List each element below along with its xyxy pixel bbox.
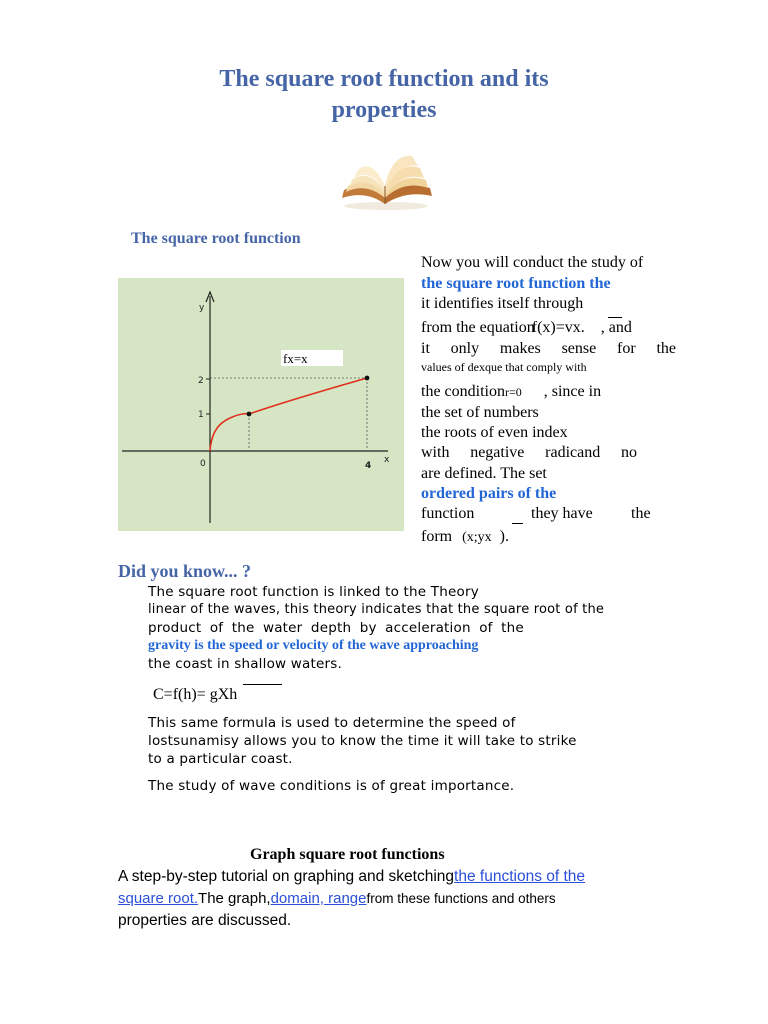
right-line-10: with negative radicand no [421,444,637,461]
did-line-4-highlight: gravity is the speed or velocity of the wave approaching [148,638,479,653]
right-line-6: values of dexque that comply with [421,360,587,374]
section-heading-square-root: The square root function [131,230,301,247]
link-domain-range[interactable]: domain, range [270,890,367,907]
did-line-2: linear of the waves, this theory indicates that the square root of the [148,602,605,617]
did-line-6: This same formula is used to determine the speed of [148,715,516,731]
link-functions-square-root[interactable]: the functions of the [454,868,586,885]
right-line-8: the set of numbers [421,404,539,421]
right-line-4: from the equationf(x)=vx. , and [421,319,632,336]
title-line-2: properties [331,97,437,123]
graph-functions-heading: Graph square root functions [250,846,445,863]
did-line-7: lostsunamisy allows you to know the time it will take to strike [148,733,577,749]
y-axis-label: y [199,303,205,313]
did-line-1: The square root function is linked to the Theory [148,584,479,600]
curve-label: fx=x [283,351,308,366]
link-square-root[interactable]: square root. [118,890,199,907]
right-line-7: the conditionr=0 , since in [421,383,602,400]
right-line-13: function they have the [421,505,651,522]
x-axis-label: x [384,455,390,465]
wave-speed-formula: C=f(h)= gXh [153,686,238,703]
did-line-5: the coast in shallow waters. [148,656,342,672]
right-line-2-highlight: the square root function the [421,275,611,292]
tutorial-line-3: properties are discussed. [118,912,292,929]
tick-label-y1: 1 [198,410,204,420]
right-line-9: the roots of even index [421,424,568,441]
sqrt-overbar-1 [608,317,622,318]
right-line-12-highlight: ordered pairs of the [421,485,557,502]
tutorial-line-2: square root.The graph,domain, rangefrom these functions and others [118,890,556,907]
right-line-14: form (x;yx ). [421,528,509,545]
sqrt-overbar-2 [512,523,523,524]
graph-background [118,278,404,531]
right-line-5: it only makes sense for the [421,340,676,357]
point-1-1 [247,412,252,417]
section-heading-did-you-know: Did you know... ? [118,561,252,581]
right-line-11: are defined. The set [421,465,547,482]
origin-label: 0 [200,459,206,469]
right-line-3: it identifies itself through [421,295,584,312]
did-line-3: product of the water depth by acceleration of the [148,620,524,636]
page-title [0,64,768,126]
tutorial-line-1: A step-by-step tutorial on graphing and sketchingthe functions of the [118,868,586,885]
square-root-graph [118,278,404,531]
tick-label-x4: 4 [365,461,372,471]
open-book-icon [338,150,434,212]
point-4-2 [365,376,370,381]
tick-label-y2: 2 [198,376,204,386]
title-line-1: The square root function and its [219,66,549,92]
formula-overbar [243,684,282,685]
right-line-1: Now you will conduct the study of [421,254,644,271]
did-line-9: The study of wave conditions is of great importance. [148,778,515,794]
did-line-8: to a particular coast. [148,751,293,767]
